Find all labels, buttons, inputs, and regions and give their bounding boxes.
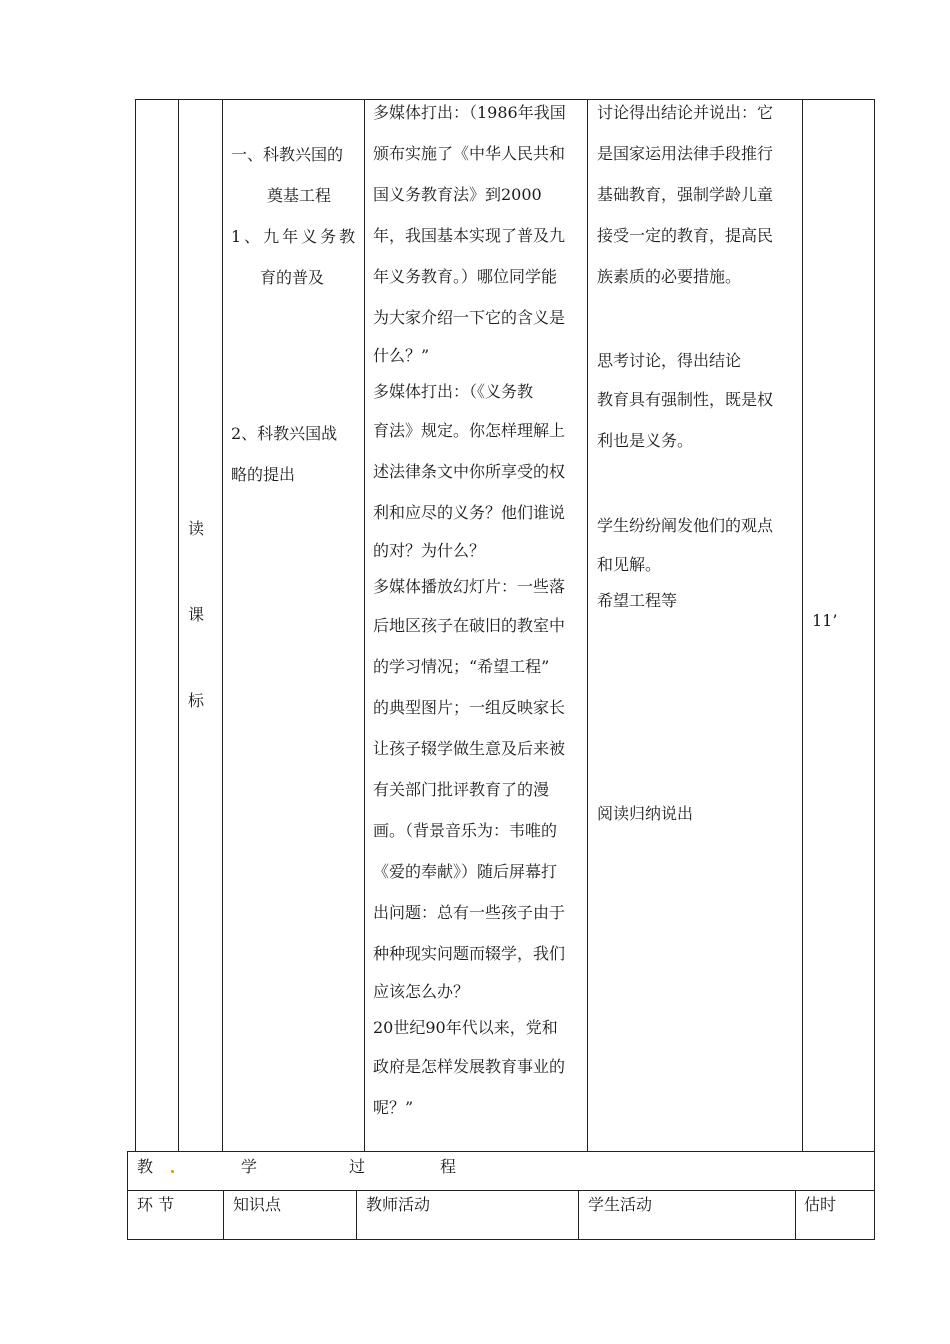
teacher-line: 的对？为什么？ bbox=[373, 541, 486, 560]
topic-heading-cont: 奠基工程 bbox=[267, 186, 332, 205]
student-line: 利也是义务。 bbox=[597, 431, 694, 450]
header-student: 学生活动 bbox=[588, 1195, 653, 1214]
student-line: 基础教育，强制学龄儿童 bbox=[597, 185, 774, 204]
section-label bbox=[188, 486, 204, 744]
teacher-line: 20世纪90年代以来，党和 bbox=[373, 1018, 558, 1037]
teacher-line: 述法律条文中你所享受的权 bbox=[373, 462, 566, 481]
student-activity-2 bbox=[597, 343, 799, 461]
student-line: 讨论得出结论并说出：它 bbox=[597, 103, 774, 122]
section-label-char: 读 bbox=[188, 519, 205, 538]
teacher-line: 呢？” bbox=[373, 1098, 414, 1117]
header-divider-1 bbox=[223, 1190, 224, 1240]
student-activity-3 bbox=[597, 505, 799, 618]
process-char-2: 学 bbox=[241, 1157, 258, 1176]
student-line: 是国家运用法律手段推行 bbox=[597, 144, 774, 163]
col-divider-2 bbox=[222, 99, 223, 1152]
student-line: 和见解。 bbox=[597, 555, 662, 574]
topic-heading: 一、科教兴国的 bbox=[231, 145, 344, 164]
teacher-line: 《爱的奉献》）随后屏幕打 bbox=[373, 862, 558, 881]
process-char-3: 过 bbox=[349, 1157, 366, 1176]
teacher-line: 国义务教育法》到2000 bbox=[373, 185, 542, 204]
teacher-line: 多媒体打出：（1986年我国 bbox=[373, 103, 566, 122]
time-estimate: 11’ bbox=[812, 611, 838, 630]
teacher-line: 有关部门批评教育了的漫 bbox=[373, 780, 550, 799]
teacher-line: 多媒体播放幻灯片：一些落 bbox=[373, 577, 566, 596]
student-line: 教育具有强制性，既是权 bbox=[597, 390, 774, 409]
knowledge-topics bbox=[231, 134, 361, 298]
student-line: 阅读归纳说出 bbox=[597, 804, 694, 823]
teacher-line: 出问题：总有一些孩子由于 bbox=[373, 903, 566, 922]
teacher-line: 的学习情况；“希望工程” bbox=[373, 657, 550, 676]
student-activity-4 bbox=[597, 793, 799, 834]
process-char-1: 教 bbox=[137, 1157, 154, 1176]
teacher-line: 政府是怎样发展教育事业的 bbox=[373, 1057, 566, 1076]
teacher-line: 画。（背景音乐为：韦唯的 bbox=[373, 821, 558, 840]
section-label-char: 课 bbox=[188, 605, 205, 624]
teacher-line: 种种现实问题而辍学，我们 bbox=[373, 944, 566, 963]
subtopic-1-cont: 育的普及 bbox=[260, 268, 325, 287]
teacher-line: 后地区孩子在破旧的教室中 bbox=[373, 616, 566, 635]
teacher-line: 年义务教育。）哪位同学能 bbox=[373, 267, 558, 286]
col-divider-5 bbox=[802, 99, 803, 1152]
header-segment: 环 节 bbox=[137, 1195, 175, 1214]
header-knowledge: 知识点 bbox=[233, 1195, 282, 1214]
teacher-line: 的典型图片；一组反映家长 bbox=[373, 698, 566, 717]
col-divider-1 bbox=[178, 99, 179, 1152]
knowledge-topics-2 bbox=[231, 413, 361, 495]
student-activity-1 bbox=[597, 92, 799, 297]
process-char-4: 程 bbox=[440, 1157, 457, 1176]
subtopic-1: 1、九年义务教 bbox=[231, 227, 359, 246]
col-divider-4 bbox=[587, 99, 588, 1152]
teacher-line: 什么？” bbox=[373, 346, 430, 365]
header-divider-2 bbox=[356, 1190, 357, 1240]
table-right-border bbox=[874, 99, 875, 1240]
process-row-top-border bbox=[127, 1151, 875, 1152]
teacher-line: 利和应尽的义务？他们谁说 bbox=[373, 503, 566, 522]
header-teacher: 教师活动 bbox=[366, 1195, 431, 1214]
student-line: 学生纷纷阐发他们的观点 bbox=[597, 516, 774, 535]
student-line: 思考讨论，得出结论 bbox=[597, 351, 742, 370]
teacher-line: 让孩子辍学做生意及后来被 bbox=[373, 739, 566, 758]
teacher-line: 为大家介绍一下它的含义是 bbox=[373, 308, 566, 327]
header-divider-4 bbox=[795, 1190, 796, 1240]
header-divider-3 bbox=[578, 1190, 579, 1240]
teacher-line: 应该怎么办？ bbox=[373, 982, 470, 1001]
stray-mark bbox=[171, 1170, 174, 1173]
table-left-border bbox=[135, 99, 136, 1152]
student-line: 族素质的必要措施。 bbox=[597, 267, 742, 286]
teacher-line: 多媒体打出：（《义务教 bbox=[373, 382, 534, 401]
student-line: 接受一定的教育，提高民 bbox=[597, 226, 774, 245]
header-time: 估时 bbox=[804, 1195, 837, 1214]
table-bottom-border bbox=[127, 1239, 875, 1240]
col-divider-3 bbox=[364, 99, 365, 1152]
header-row-top-border bbox=[127, 1190, 875, 1191]
teacher-line: 颁布实施了《中华人民共和 bbox=[373, 144, 566, 163]
lower-left-border bbox=[127, 1151, 128, 1240]
teacher-line: 年，我国基本实现了普及九 bbox=[373, 226, 566, 245]
teacher-line: 育法》规定。你怎样理解上 bbox=[373, 421, 566, 440]
subtopic-2-cont: 略的提出 bbox=[231, 465, 296, 484]
student-line: 希望工程等 bbox=[597, 591, 678, 610]
section-label-char: 标 bbox=[188, 691, 205, 710]
subtopic-2: 2、科教兴国战 bbox=[231, 424, 338, 443]
teacher-activity bbox=[373, 92, 583, 1128]
